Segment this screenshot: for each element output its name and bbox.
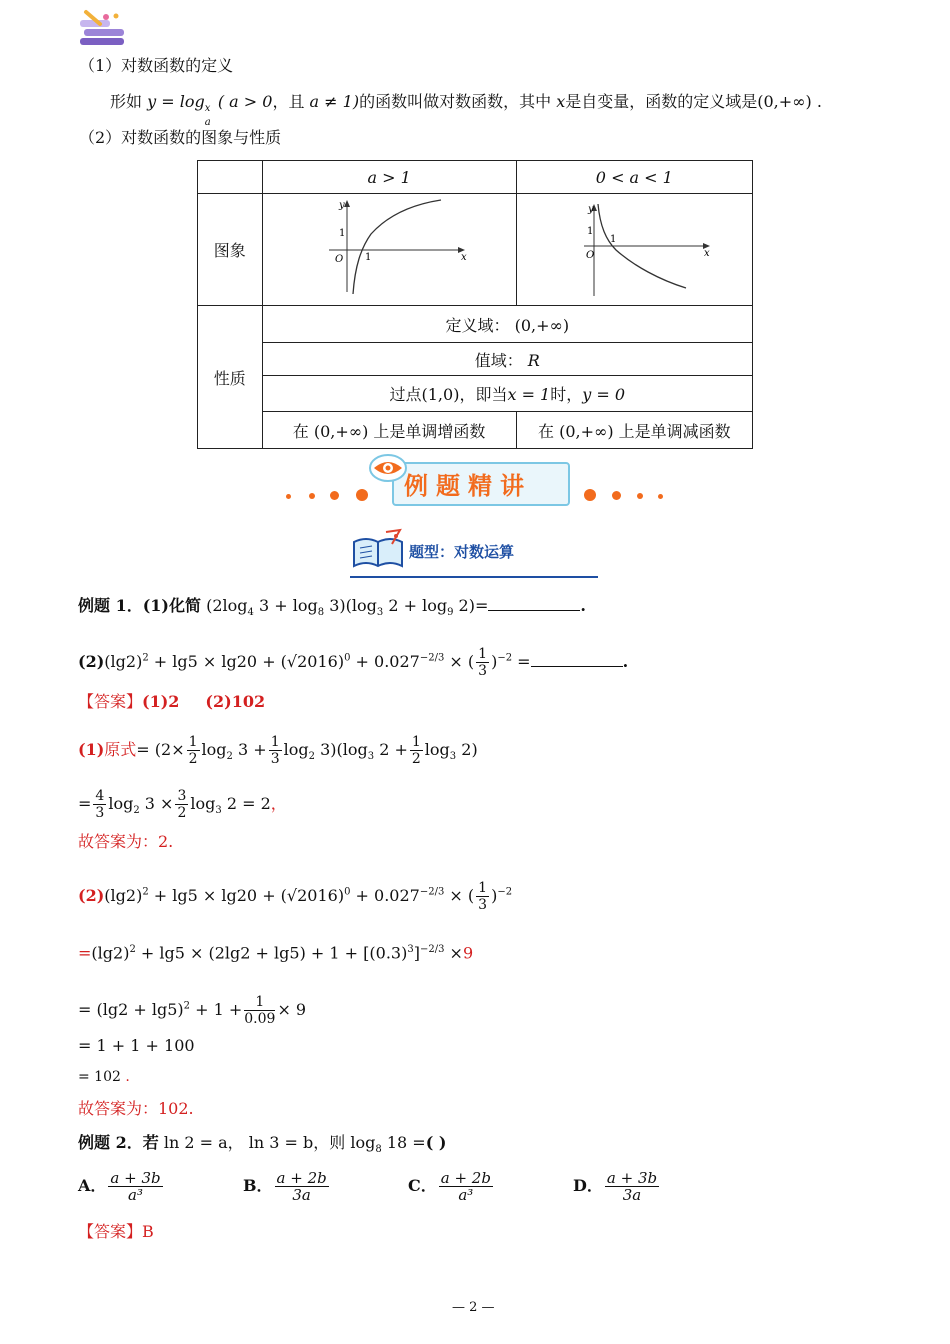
point-pre: 过点 — [389, 385, 422, 404]
expr: × — [444, 943, 463, 963]
den: a³ — [128, 1186, 143, 1204]
expr: (lg2) — [91, 943, 130, 963]
answer-label: 【答案】 — [78, 692, 143, 711]
page-number: — 2 — — [452, 1300, 495, 1315]
expr: = (lg2 + lg5) — [78, 1000, 184, 1019]
increasing-log-graph — [309, 196, 469, 300]
origin-label: O — [335, 253, 344, 265]
expr: log — [283, 740, 309, 759]
ex1-part1 — [78, 596, 586, 623]
expr: ] — [413, 943, 420, 963]
sub: 8 — [375, 1144, 382, 1156]
point-mid: ，即当 — [459, 385, 508, 404]
sup: 2 — [183, 1000, 191, 1012]
sub: 2 — [133, 805, 140, 817]
sub: 3 — [376, 607, 384, 619]
sub: 3 — [215, 805, 222, 817]
x-one-label: 1 — [365, 251, 372, 263]
domain-cell — [262, 306, 752, 343]
sol-pre: (1) — [78, 740, 105, 759]
point-x: x = 1 — [507, 385, 551, 404]
sep: ，则 — [313, 1133, 346, 1152]
domain-label: 定义域： — [445, 315, 510, 335]
point-val: (1,0) — [421, 385, 460, 404]
ex1-p1-pre: (1)化简 — [142, 596, 201, 615]
fraction — [476, 646, 489, 679]
ex2-label: 例题 2． — [78, 1133, 143, 1152]
range-value: R — [527, 350, 540, 370]
expr: (lg2) — [104, 886, 143, 905]
banner-dot — [637, 493, 643, 499]
ex1-answer — [78, 692, 265, 712]
fraction — [476, 880, 489, 913]
sub: 8 — [317, 607, 325, 619]
banner-dot — [612, 491, 621, 500]
q-a: ln 2 = a — [163, 1133, 228, 1152]
num: 1 — [478, 880, 488, 896]
option-d[interactable] — [573, 1170, 661, 1203]
col-header-a-gt-1: a > 1 — [262, 161, 516, 194]
fraction — [175, 788, 188, 821]
expr: 2 + log — [383, 596, 448, 615]
option-letter: A． — [78, 1176, 107, 1195]
point-y: y = 0 — [582, 385, 626, 404]
y-one-label-2: 1 — [587, 225, 594, 237]
q-b: ln 3 = b — [248, 1133, 314, 1152]
den: a³ — [458, 1186, 474, 1204]
monotonic-decreasing: 在 (0,+∞) 上是单调减函数 — [516, 412, 752, 449]
sup: −2/3 — [419, 944, 445, 955]
axis-x-label-2: x — [704, 247, 710, 259]
expr: + 0.027 — [350, 652, 420, 671]
def-pre: 形如 — [110, 92, 143, 111]
properties-table — [197, 160, 753, 449]
range-cell — [262, 343, 752, 376]
expr: 9 — [462, 943, 474, 963]
banner-dot — [330, 491, 339, 500]
q-pre: 若 — [142, 1133, 159, 1152]
sep: ， — [227, 1133, 244, 1152]
expr: 3)(log — [314, 740, 368, 759]
sub: 3 — [449, 751, 457, 763]
ex2-answer — [78, 1222, 154, 1242]
num: 1 — [188, 734, 198, 750]
ex2-question — [78, 1133, 446, 1160]
expr: log — [190, 794, 216, 813]
banner-dot — [658, 494, 663, 499]
topic-underline — [350, 576, 598, 578]
origin-label-2: O — [586, 249, 595, 261]
sol-orig: 原式 — [104, 740, 137, 759]
x-one-label-2: 1 — [610, 233, 617, 245]
sub: 2 — [226, 751, 233, 763]
option-letter: C． — [408, 1176, 437, 1195]
def-domain: (0,+∞) . — [757, 92, 822, 111]
graph-decreasing — [516, 194, 752, 306]
y-one-label: 1 — [339, 227, 346, 239]
ex1-conclude-2: 故答案为：102. — [78, 1099, 194, 1118]
domain-value: (0,+∞) — [514, 315, 570, 335]
sub: 4 — [247, 607, 254, 619]
sup: 3 — [407, 944, 414, 955]
section-1-title: （1）对数函数的定义 — [79, 56, 234, 75]
sup: 0 — [344, 652, 351, 664]
sub: 2 — [308, 751, 315, 763]
num: 1 — [411, 734, 421, 750]
den: 3 — [95, 805, 105, 821]
sup: −2 — [497, 886, 513, 898]
def-mid: ，且 — [272, 92, 305, 111]
ex1-sol2-line3 — [78, 994, 306, 1027]
expr: 2) — [456, 740, 478, 759]
den: 3a — [622, 1186, 642, 1204]
def-post1: 的函数叫做对数函数，其中 — [359, 92, 552, 111]
answer-label: 【答案】 — [78, 1222, 143, 1241]
expr: × 9 — [277, 1000, 307, 1019]
option-letter: D． — [573, 1176, 603, 1195]
sup: −2/3 — [419, 886, 445, 898]
expr: + 1 + — [190, 1000, 243, 1019]
expr: + lg5 × lg20 + (√2016) — [148, 886, 345, 905]
graph-increasing — [262, 194, 516, 306]
den: 3 — [478, 897, 488, 913]
corner-cell — [198, 161, 263, 194]
expr: ) — [491, 886, 498, 905]
answer-value: B — [142, 1222, 154, 1241]
banner-dot — [309, 493, 315, 499]
den: 3 — [270, 751, 280, 767]
answer-blank — [488, 596, 580, 611]
section-2-title: （2）对数函数的图象与性质 — [79, 128, 282, 147]
books-logo-icon — [76, 8, 132, 50]
point-when: 时， — [550, 385, 583, 404]
range-label: 值域： — [474, 350, 523, 370]
option-b[interactable] — [243, 1170, 331, 1203]
expr: = — [78, 794, 92, 813]
answer-1: (1)2 — [142, 692, 180, 711]
definition-line — [110, 92, 822, 128]
fraction — [269, 734, 282, 767]
ex1-p2-pre: (2) — [78, 652, 105, 671]
expr: = — [78, 943, 92, 963]
def-formula: y = log — [147, 92, 205, 111]
num: 3 — [177, 788, 187, 804]
expr: 2)= — [453, 596, 489, 615]
den: 3a — [292, 1186, 311, 1204]
row-label-graph: 图象 — [198, 194, 263, 306]
sup: 2 — [142, 652, 149, 664]
den: 0.09 — [244, 1011, 276, 1027]
sub: 3 — [367, 751, 375, 763]
def-sup: x — [204, 103, 211, 114]
expr: (lg2) — [104, 652, 143, 671]
fraction — [93, 788, 106, 821]
expr: 3 + — [232, 740, 267, 759]
den: 2 — [188, 751, 198, 767]
banner-dot — [584, 489, 596, 501]
num: a + 3b — [606, 1169, 658, 1187]
num: 1 — [270, 734, 280, 750]
open-book-icon — [350, 528, 406, 572]
expr: × ( — [444, 886, 475, 905]
axis-y-label: y — [339, 199, 345, 211]
ex1-sol-line1 — [78, 734, 478, 767]
fraction — [244, 994, 275, 1027]
q-expr: 18 = — [381, 1133, 426, 1152]
q-paren: ( ) — [425, 1133, 447, 1152]
sol-pre: (2) — [78, 886, 105, 905]
option-letter: B． — [243, 1176, 273, 1195]
expr: × ( — [444, 652, 475, 671]
sup: −2/3 — [419, 652, 445, 664]
banner-dot — [356, 489, 368, 501]
ex1-sol2-line1 — [78, 880, 512, 913]
num: 1 — [244, 994, 275, 1011]
num: a + 3b — [110, 1169, 161, 1187]
def-sub: a — [204, 117, 211, 128]
expr: 3 × — [139, 794, 174, 813]
sup: 2 — [142, 886, 149, 898]
def-cond1: ( a > 0 — [217, 92, 273, 111]
expr: + lg5 × (2lg2 + lg5) + 1 + [(0.3) — [135, 943, 408, 963]
option-a[interactable] — [78, 1170, 165, 1203]
expr: + lg5 × lg20 + (√2016) — [148, 652, 345, 671]
ex1-sol2-line2 — [78, 940, 473, 963]
monotonic-increasing: 在 (0,+∞) 上是单调增函数 — [262, 412, 516, 449]
fraction — [410, 734, 423, 767]
expr: 2 + — [374, 740, 408, 759]
q-log: log — [350, 1133, 376, 1152]
ex1-sol2-line4: = 1 + 1 + 100 — [78, 1036, 195, 1055]
end-dot: . — [622, 652, 629, 671]
expr: = — [512, 652, 531, 671]
ex1-sol2-line5 — [78, 1067, 130, 1087]
answer-2: (2)102 — [205, 692, 266, 711]
option-c[interactable] — [408, 1170, 495, 1203]
eye-icon — [368, 453, 408, 483]
expr: 2 = 2 — [221, 794, 271, 813]
den: 2 — [177, 805, 187, 821]
decreasing-log-graph — [554, 196, 714, 300]
fraction — [108, 1170, 162, 1203]
ex1-conclude-1: 故答案为：2. — [78, 832, 174, 851]
num: 1 — [478, 646, 488, 662]
expr: log — [108, 794, 134, 813]
expr: 3 + log — [253, 596, 318, 615]
end-dot: . — [120, 1069, 130, 1085]
sup: 0 — [344, 886, 351, 898]
expr: log — [201, 740, 227, 759]
den: 2 — [411, 751, 421, 767]
def-cond2: a ≠ 1) — [309, 92, 360, 111]
expr: log — [424, 740, 450, 759]
sup: 2 — [129, 944, 136, 955]
answer-blank — [531, 652, 623, 667]
end-dot: . — [580, 596, 586, 615]
ex1-sol-line2 — [78, 788, 287, 821]
banner-title: 例题精讲 — [404, 472, 532, 500]
fraction — [275, 1170, 329, 1203]
sub: 9 — [447, 607, 454, 619]
fraction — [605, 1170, 659, 1203]
expr: = (2× — [136, 740, 185, 759]
num: a + 2b — [440, 1169, 491, 1187]
fraction — [187, 734, 200, 767]
col-header-a-lt-1: 0 < a < 1 — [516, 161, 752, 194]
point-cell — [262, 376, 752, 412]
topic-title: 题型：对数运算 — [409, 543, 515, 561]
ex1-part2 — [78, 646, 628, 679]
expr: ) — [491, 652, 498, 671]
num: a + 2b — [276, 1169, 327, 1187]
sup: −2 — [497, 652, 513, 664]
ex1-label: 例题 1． — [78, 596, 143, 615]
ex1-p1-expr: (2log — [206, 596, 248, 615]
row-label-props: 性质 — [198, 306, 263, 449]
axis-x-label: x — [461, 251, 467, 263]
num: 4 — [95, 788, 105, 804]
axis-y-label-2: y — [588, 203, 594, 215]
fraction — [439, 1170, 493, 1203]
expr: = 102 — [78, 1069, 121, 1085]
expr: 3)(log — [324, 596, 377, 615]
def-post2: 是自变量，函数的定义域是 — [565, 92, 758, 111]
expr: + 0.027 — [350, 886, 420, 905]
banner-dot — [286, 494, 291, 499]
den: 3 — [478, 663, 488, 679]
comma: ， — [270, 794, 287, 813]
def-x: x — [556, 92, 566, 111]
